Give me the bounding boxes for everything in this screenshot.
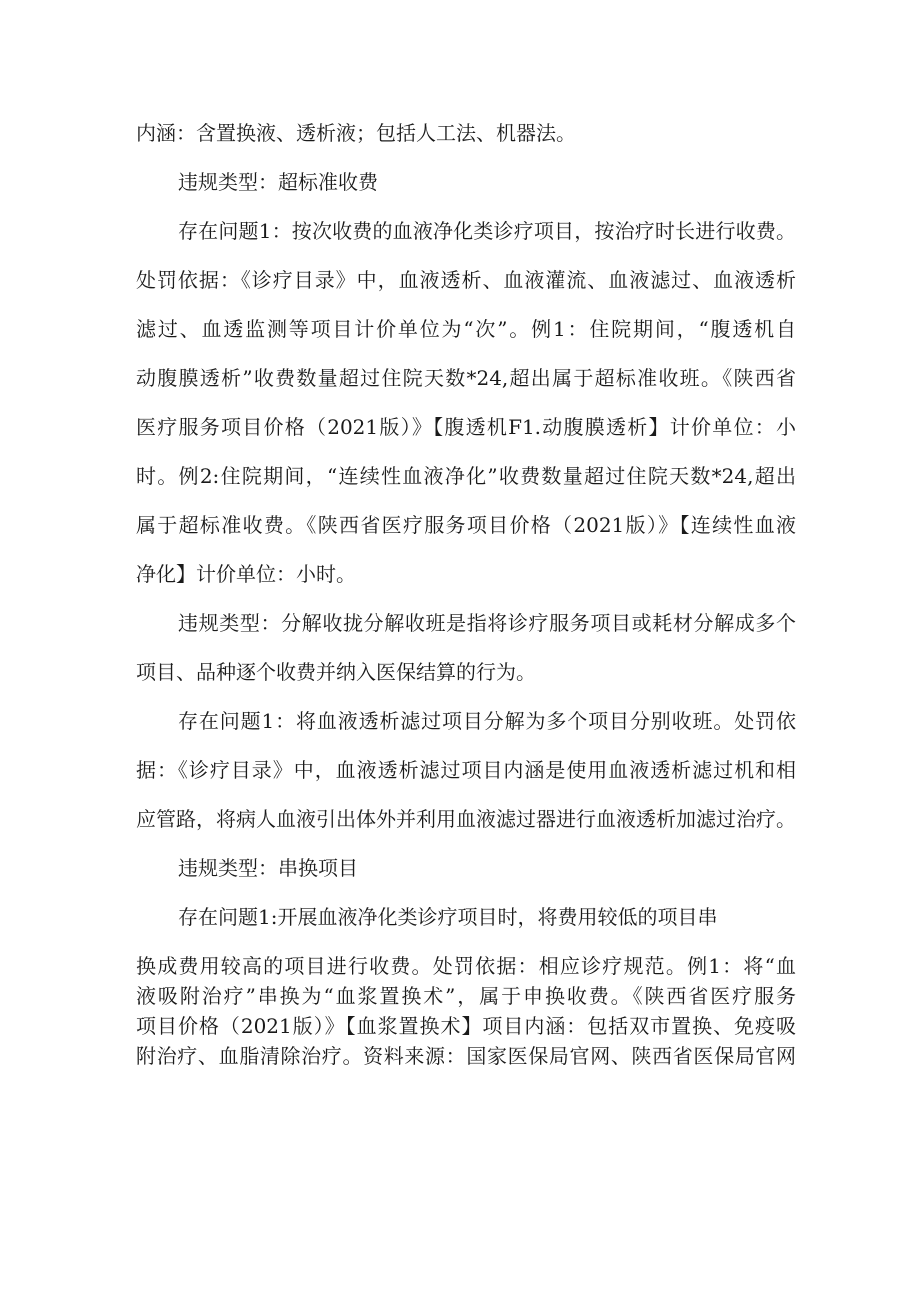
text-line: 应管路，将病人血液引出体外并利用血液滤过器进行血液透析加滤过治疗。 (136, 807, 796, 831)
text-line: 项目、品种逐个收费并纳入医保结算的行为。 (136, 660, 536, 684)
text-line: 净化】计价单位：小时。 (136, 562, 356, 586)
text-line: 存在问题1:开展血液净化类诊疗项目时，将费用较低的项目串 (178, 905, 718, 929)
text-line: 处罚依据：《诊疗目录》中，血液透析、血液灌流、血液滤过、血液透析 (136, 268, 796, 292)
text-line: 项目价格（2021版）》【血浆置换术】项目内涵：包括双市置换、免疫吸 (136, 1014, 796, 1038)
text-line: 医疗服务项目价格（2021版）》【腹透机F1.动腹膜透析】计价单位：小 (136, 415, 796, 439)
violation-type-heading: 违规类型：超标准收费 (178, 170, 378, 194)
text-line: 时。例2:住院期间，“连续性血液净化”收费数量超过住院天数*24,超出 (136, 464, 796, 488)
text-line: 附治疗、血脂清除治疗。资料来源：国家医保局官网、陕西省医保局官网 (136, 1044, 796, 1068)
text-line: 存在问题1：将血液透析滤过项目分解为多个项目分别收班。处罚依 (178, 709, 796, 733)
text-line: 内涵：含置换液、透析液；包括人工法、机器法。 (136, 121, 576, 145)
violation-type-heading: 违规类型：分解收拢分解收班是指将诊疗服务项目或耗材分解成多个 (178, 611, 796, 635)
text-line: 液吸附治疗”串换为“血浆置换术”，属于申换收费。《陕西省医疗服务 (136, 984, 796, 1008)
text-line: 滤过、血透监测等项目计价单位为“次”。例1：住院期间，“腹透机自 (136, 317, 796, 341)
text-line: 属于超标准收费。《陕西省医疗服务项目价格（2021版）》【连续性血液 (136, 513, 796, 537)
text-line: 动腹膜透析”收费数量超过住院天数*24,超出属于超标准收班。《陕西省 (136, 366, 796, 390)
violation-type-heading: 违规类型：串换项目 (178, 856, 358, 880)
text-line: 据：《诊疗目录》中，血液透析滤过项目内涵是使用血液透析滤过机和相 (136, 758, 796, 782)
text-line: 存在问题1：按次收费的血液净化类诊疗项目，按治疗时长进行收费。 (178, 219, 796, 243)
text-line: 换成费用较高的项目进行收费。处罚依据：相应诊疗规范。例1：将“血 (136, 954, 796, 978)
